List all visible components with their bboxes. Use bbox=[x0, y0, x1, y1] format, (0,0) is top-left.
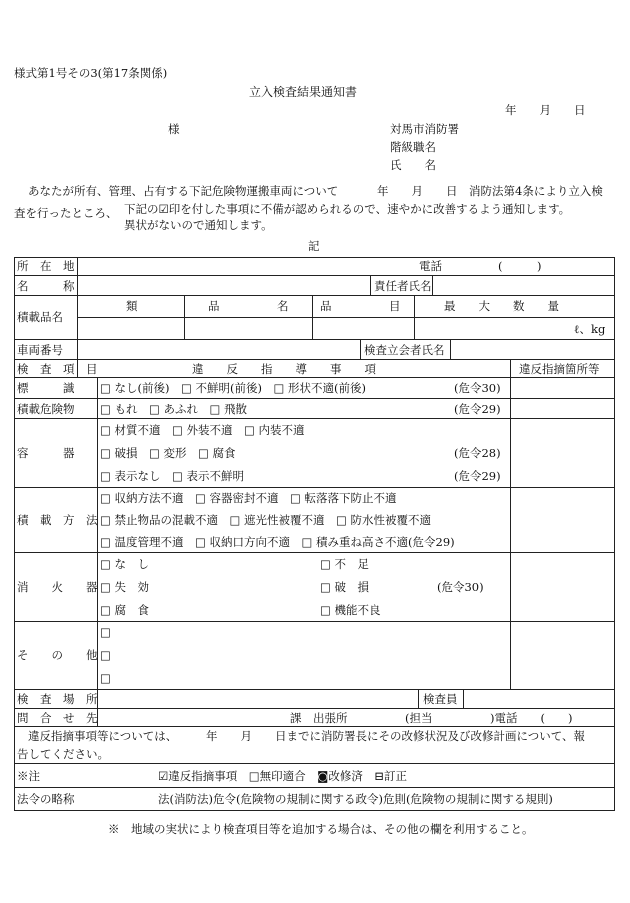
ki-mark: 記 bbox=[308, 239, 320, 253]
extinguisher-right-1: □ 不 足 bbox=[320, 557, 370, 571]
loading-line-2: □ 禁止物品の混載不適 □ 遮光性被覆不適 □ 防水性被覆不適 bbox=[100, 513, 432, 527]
container-ref-3: (危令29) bbox=[454, 469, 501, 483]
hazard-checklist: □ もれ □ あふれ □ 飛散 bbox=[100, 402, 248, 416]
extinguisher-left-3: □ 腐 食 bbox=[100, 603, 150, 617]
extinguisher-left-2: □ 失 効 bbox=[100, 580, 150, 594]
hazard-label: 積載危険物 bbox=[17, 402, 75, 416]
intro-option-deficiency: 下記の☑印を付した事項に不備が認められるので、速やかに改善するよう通知します。 bbox=[124, 202, 571, 216]
vehicle-label: 車両番号 bbox=[17, 343, 63, 357]
contact-text: 課 出張所 (担当 )電話 ( ) bbox=[290, 711, 573, 725]
rank-name-label: 階級職名 bbox=[390, 140, 436, 154]
form-number: 様式第1号その3(第17条関係) bbox=[14, 66, 168, 80]
name-label: 氏 名 bbox=[390, 158, 436, 172]
footer-note: ※ 地域の実状により検査項目等を追加する場合は、その他の欄を利用すること。 bbox=[108, 822, 534, 836]
extinguisher-right-2: □ 破 損 bbox=[320, 580, 370, 594]
extinguisher-label: 消 火 器 bbox=[17, 580, 98, 594]
inspection-item-header: 検 査 項 目 bbox=[17, 362, 98, 376]
cargo-header-class: 類 bbox=[126, 299, 138, 313]
contact-label: 問 合 せ 先 bbox=[17, 711, 98, 725]
sign-label: 標 識 bbox=[17, 381, 75, 395]
law-abbrev-label: 法令の略称 bbox=[17, 792, 75, 806]
date-line: 年 月 日 bbox=[505, 103, 586, 117]
cargo-header-item: 品 目 bbox=[320, 299, 401, 313]
loading-label: 積 載 方 法 bbox=[17, 513, 98, 527]
intro-option-no-issue: 異状がないので通知します。 bbox=[124, 218, 273, 232]
location-label: 所 在 地 bbox=[17, 259, 75, 273]
other-box-1: □ bbox=[100, 625, 111, 639]
cargo-header-product: 品 名 bbox=[208, 299, 289, 313]
inspector-label: 検査員 bbox=[423, 692, 458, 706]
loading-line-1: □ 収納方法不適 □ 容器密封不適 □ 転落落下防止不適 bbox=[100, 491, 397, 505]
extinguisher-ref: (危令30) bbox=[437, 580, 484, 594]
deadline-notice-2: 告してください。 bbox=[17, 747, 109, 761]
phone-paren: ( ) bbox=[498, 259, 542, 273]
other-box-3: □ bbox=[100, 671, 111, 685]
addressee-label: 様 bbox=[168, 122, 180, 136]
intro-text-1a: あなたが所有、管理、占有する下記危険物運搬車両について bbox=[28, 184, 339, 198]
intro-text-2: 査を行ったところ、 bbox=[14, 206, 118, 220]
container-line-2: □ 破損 □ 変形 □ 腐食 bbox=[100, 446, 236, 460]
law-abbrev-text: 法(消防法)危令(危険物の規制に関する政令)危則(危険物の規制に関する規則) bbox=[158, 792, 553, 806]
sign-ref: (危令30) bbox=[454, 381, 501, 395]
extinguisher-right-3: □ 機能不良 bbox=[320, 603, 381, 617]
extinguisher-left-1: □ な し bbox=[100, 557, 150, 571]
sign-checklist: □ なし(前後) □ 不鮮明(前後) □ 形状不適(前後) bbox=[100, 381, 366, 395]
other-label: そ の 他 bbox=[17, 648, 98, 662]
guidance-header: 違 反 指 導 事 項 bbox=[192, 362, 376, 376]
hazard-ref: (危令29) bbox=[454, 402, 501, 416]
container-line-3: □ 表示なし □ 表示不鮮明 bbox=[100, 469, 245, 483]
violation-header: 違反指摘箇所等 bbox=[519, 362, 600, 376]
other-box-2: □ bbox=[100, 648, 111, 662]
issuer-name: 対馬市消防署 bbox=[390, 122, 459, 136]
phone-label: 電話 bbox=[419, 259, 442, 273]
responsible-label: 責任者氏名 bbox=[374, 279, 432, 293]
deadline-notice-1: 違反指摘事項等については、 年 月 日までに消防署長にその改修状況及び改修計画について、報 bbox=[28, 729, 586, 743]
intro-text-1b: 年 月 日 消防法第4条により立入検 bbox=[377, 184, 603, 198]
cargo-header-max-qty: 最 大 数 量 bbox=[444, 299, 559, 313]
container-label: 容 器 bbox=[17, 446, 75, 460]
cargo-label: 積載品名 bbox=[17, 310, 63, 324]
witness-label: 検査立会者氏名 bbox=[364, 343, 445, 357]
inspection-place-label: 検 査 場 所 bbox=[17, 692, 98, 706]
container-line-1: □ 材質不適 □ 外装不適 □ 内装不適 bbox=[100, 423, 305, 437]
inspection-table bbox=[14, 257, 615, 811]
form-title: 立入検査結果通知書 bbox=[249, 85, 358, 99]
cargo-unit: ℓ、kg bbox=[574, 322, 606, 336]
note-legend: ☑違反指摘事項 □無印適合 ◙改修済 ⊟訂正 bbox=[158, 769, 407, 783]
note-label: ※注 bbox=[17, 769, 40, 783]
name-field-label: 名 称 bbox=[17, 279, 75, 293]
container-ref-2: (危令28) bbox=[454, 446, 501, 460]
loading-line-3: □ 温度管理不適 □ 収納口方向不適 □ 積み重ね高さ不適(危令29) bbox=[100, 535, 455, 549]
